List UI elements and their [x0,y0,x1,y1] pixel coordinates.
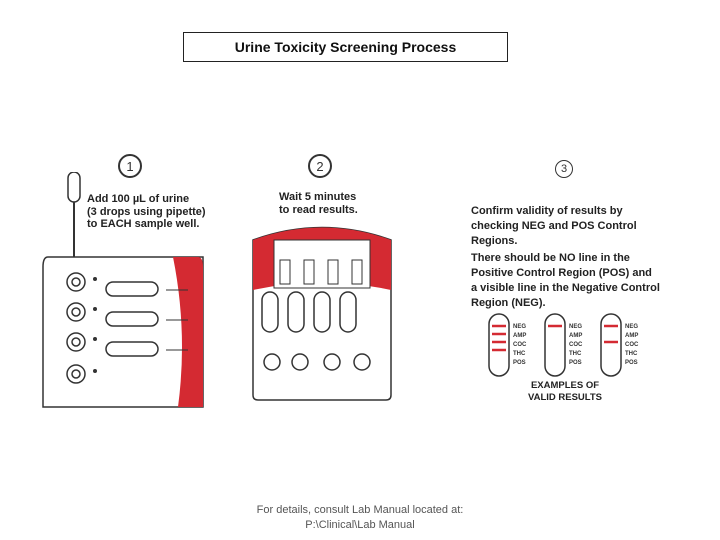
step-1-device-illustration [38,172,208,417]
step-2-number: 2 [308,154,332,178]
strip-3-label-coc: COC [625,342,639,348]
footer-note [200,503,520,533]
step-2-line-2: to read results. [279,203,358,216]
strip-3-label-pos: POS [625,360,638,366]
step-3-paragraph-1: Confirm validity of results by checking NEG and POS Control Regions. [471,205,637,247]
example-strip-2 [545,314,565,376]
strip-2-label-amp: AMP [569,333,583,339]
strip-3-label-neg: NEG [625,324,639,330]
examples-label [520,380,610,404]
strip-3-label-amp: AMP [625,333,639,339]
strip-2-label-neg: NEG [569,324,583,330]
step-1-number: 1 [118,154,142,178]
examples-label-line-2: VALID RESULTS [527,392,603,403]
step-3-number: 3 [555,160,573,178]
step-3-paragraph-2: There should be NO line in the Positive Control Region (POS) and a visible line in the Negative Control Region (NEG). [471,252,660,309]
example-strip-1 [489,314,509,376]
step-3-text [471,204,661,313]
strip-2-label-pos: POS [569,360,582,366]
step-1-line-2: (3 drops using pipette) [87,205,206,218]
strip-1-label-coc: COC [513,342,527,348]
step-1-line-3: to EACH sample well. [87,218,200,230]
valid-results-examples [487,312,657,380]
step-2-text [279,191,358,216]
strip-1-label-neg: NEG [513,324,527,330]
example-strip-3 [601,314,621,376]
footer-line-1: For details, consult Lab Manual located at: [256,504,464,516]
strip-2-label-thc: THC [569,351,582,357]
strip-1-label-pos: POS [513,360,526,366]
strip-2-label-coc: COC [569,342,583,348]
footer-line-2: P:\Clinical\Lab Manual [305,519,415,531]
strip-1-label-thc: THC [513,351,526,357]
strip-3-label-thc: THC [625,351,638,357]
page-title: Urine Toxicity Screening Process [183,32,508,62]
examples-label-line-1: EXAMPLES OF [530,380,600,391]
strip-1-label-amp: AMP [513,333,527,339]
step-1-line-1: Add 100 µL of urine [87,193,190,205]
step-2-device-illustration [248,220,396,405]
step-2-line-1: Wait 5 minutes [279,191,357,203]
